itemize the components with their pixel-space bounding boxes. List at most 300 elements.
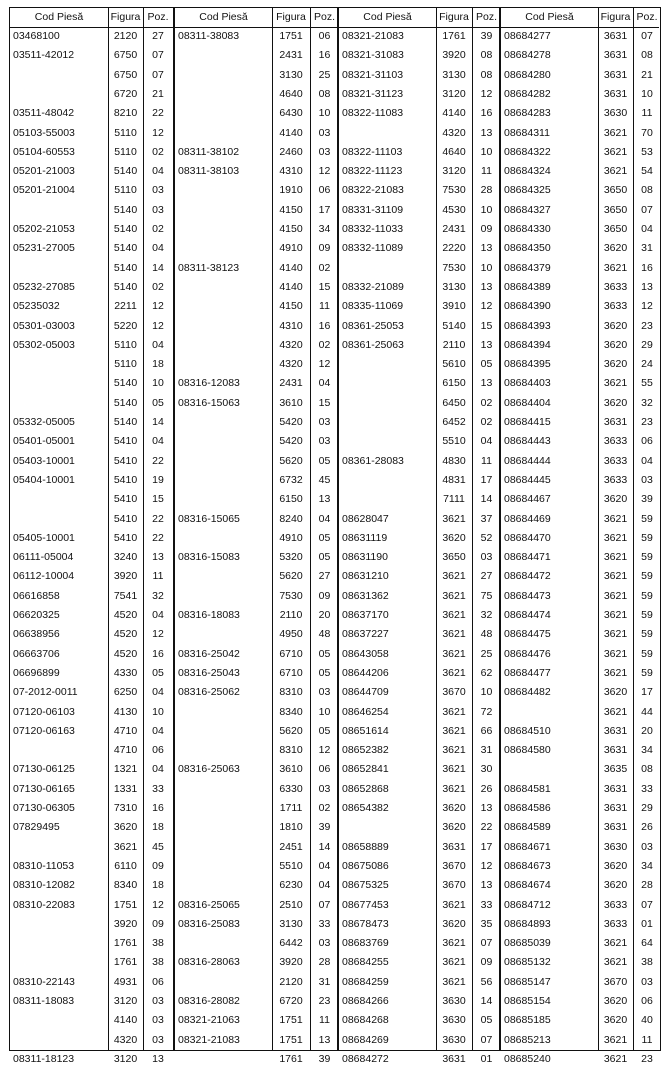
table-row <box>10 259 173 278</box>
figure-number: 3610 <box>279 763 303 776</box>
table-body <box>10 27 173 1065</box>
figure-number: 5140 <box>113 377 138 390</box>
table-row <box>175 703 337 722</box>
figure-number: 1761 <box>279 1052 303 1065</box>
table-row <box>501 336 659 355</box>
table-row <box>339 1031 499 1050</box>
header-position-number: Poz. <box>147 11 169 23</box>
figure-number: 2120 <box>113 30 138 42</box>
figure-number: 2431 <box>279 377 303 390</box>
position-number: 27 <box>480 570 493 583</box>
position-number: 23 <box>641 416 653 428</box>
position-number: 29 <box>641 802 653 814</box>
position-number: 28 <box>480 184 493 197</box>
part-code <box>339 355 436 374</box>
table-row <box>339 780 499 799</box>
table-row <box>175 799 337 818</box>
part-code: 08684325 <box>504 184 551 197</box>
table-row <box>339 722 499 741</box>
position-number: 03 <box>318 435 331 448</box>
position-number: 08 <box>480 49 493 62</box>
part-code <box>175 838 272 857</box>
table-row <box>339 27 499 46</box>
part-code: 08684671 <box>504 840 551 853</box>
part-code: 08651614 <box>342 724 389 737</box>
table-row <box>339 741 499 760</box>
part-code: 08684415 <box>504 416 551 428</box>
part-code: 08684476 <box>504 647 551 660</box>
part-code: 08684389 <box>504 280 551 293</box>
table-row <box>10 664 173 683</box>
part-code <box>175 66 272 85</box>
position-number: 12 <box>480 300 493 313</box>
table-row <box>175 664 337 683</box>
position-number: 53 <box>641 145 653 158</box>
position-number: 22 <box>152 107 164 120</box>
position-number: 09 <box>318 589 331 602</box>
position-number: 04 <box>152 165 164 178</box>
table-row <box>175 567 337 586</box>
position-number: 03 <box>318 937 331 950</box>
position-number: 07 <box>480 1033 493 1046</box>
part-code: 08331-31109 <box>342 203 404 216</box>
position-number: 45 <box>318 473 331 486</box>
position-number: 15 <box>480 319 493 332</box>
table-row <box>175 722 337 741</box>
part-code: 08643058 <box>342 647 389 660</box>
header-part-code: Cod Piesă <box>34 11 84 23</box>
table-row <box>10 317 173 336</box>
table-row <box>501 471 659 490</box>
position-number: 17 <box>318 203 331 216</box>
figure-number: 3621 <box>603 551 628 564</box>
table-row <box>10 239 173 258</box>
part-code: 06620325 <box>13 609 60 621</box>
part-code: 08684277 <box>504 30 551 42</box>
position-number: 10 <box>318 705 331 718</box>
table-row <box>175 876 337 895</box>
figure-number: 7530 <box>442 261 466 274</box>
part-code: 05202-21053 <box>13 223 75 235</box>
position-number: 12 <box>480 859 493 872</box>
position-number: 48 <box>480 628 493 641</box>
part-code: 08684482 <box>504 686 551 699</box>
figure-number: 3670 <box>442 859 466 872</box>
table-row <box>175 355 337 374</box>
part-code <box>339 413 436 432</box>
position-number: 54 <box>641 165 653 178</box>
part-code: 08652382 <box>342 744 389 757</box>
position-number: 07 <box>641 898 653 911</box>
part-code: 08684586 <box>504 802 551 814</box>
figure-number: 3620 <box>603 242 628 255</box>
part-code <box>10 953 108 972</box>
figure-number: 3631 <box>603 821 628 834</box>
part-code: 08684444 <box>504 454 551 467</box>
part-code <box>10 1011 108 1030</box>
part-code <box>175 220 272 239</box>
position-number: 13 <box>480 280 493 293</box>
position-number: 34 <box>641 859 653 872</box>
position-number: 31 <box>641 242 653 255</box>
table-row <box>10 124 173 143</box>
position-number: 23 <box>641 1052 653 1065</box>
header-figure-number: Figura <box>600 11 631 23</box>
figure-number: 6720 <box>113 87 138 100</box>
position-number: 59 <box>641 531 653 544</box>
table-row <box>10 510 173 529</box>
position-number: 18 <box>152 358 164 371</box>
figure-number: 5410 <box>113 454 138 467</box>
figure-number: 3610 <box>279 396 303 409</box>
figure-number: 3620 <box>442 531 466 544</box>
part-code: 08684330 <box>504 223 551 235</box>
part-code: 08316-15065 <box>178 512 240 525</box>
part-code <box>10 1031 108 1050</box>
part-code: 07-2012-0011 <box>13 686 78 699</box>
position-number: 03 <box>152 1014 164 1027</box>
position-number: 23 <box>641 319 653 332</box>
position-number: 03 <box>152 203 164 216</box>
part-code <box>175 567 272 586</box>
header-part-code: Cod Piesă <box>525 11 574 23</box>
part-code: 08684322 <box>504 145 551 158</box>
position-number: 72 <box>480 705 493 718</box>
part-code: 08322-11083 <box>342 107 404 120</box>
position-number: 09 <box>480 223 493 235</box>
table-row <box>10 529 173 548</box>
table-row <box>175 27 337 46</box>
part-code: 06663706 <box>13 647 60 660</box>
table-row <box>339 645 499 664</box>
figure-number: 6442 <box>279 937 303 950</box>
part-code: 08684581 <box>504 782 551 795</box>
part-code <box>175 471 272 490</box>
table-row <box>10 374 173 393</box>
table-row <box>10 297 173 316</box>
table-row <box>501 973 659 992</box>
position-number: 59 <box>641 570 653 583</box>
part-code: 05401-05001 <box>13 435 75 448</box>
part-code: 08311-38102 <box>178 145 240 158</box>
table-row <box>339 606 499 625</box>
table-body <box>339 27 499 1065</box>
part-code <box>10 838 108 857</box>
position-number: 03 <box>318 126 331 139</box>
figure-number: 5410 <box>113 512 138 525</box>
figure-number: 2431 <box>279 49 303 62</box>
figure-number: 3670 <box>603 975 628 988</box>
figure-number: 1331 <box>113 782 138 795</box>
figure-number: 3621 <box>603 1052 628 1065</box>
table-row <box>501 413 659 432</box>
part-code <box>175 104 272 123</box>
part-code: 08683769 <box>342 937 389 950</box>
figure-number: 4140 <box>279 126 303 139</box>
position-number: 15 <box>318 280 331 293</box>
figure-number: 6150 <box>442 377 466 390</box>
table-row <box>501 780 659 799</box>
table-row <box>501 683 659 702</box>
table-row <box>10 452 173 471</box>
figure-number: 1761 <box>113 956 138 969</box>
part-code: 08684394 <box>504 338 551 351</box>
figure-number: 3621 <box>603 1033 628 1046</box>
position-number: 59 <box>641 628 653 641</box>
part-code: 05302-05003 <box>13 338 75 351</box>
table-row <box>339 587 499 606</box>
figure-number: 3650 <box>603 223 628 235</box>
figure-number: 4950 <box>279 628 303 641</box>
figure-number: 3620 <box>442 802 466 814</box>
figure-number: 3120 <box>442 165 466 178</box>
figure-number: 5110 <box>114 358 137 371</box>
part-code: 08652868 <box>342 782 389 795</box>
table-row <box>501 992 659 1011</box>
figure-number: 6710 <box>279 666 303 679</box>
table-row <box>175 432 337 451</box>
part-code <box>175 703 272 722</box>
figure-number: 1751 <box>279 1014 303 1027</box>
position-number: 33 <box>480 898 493 911</box>
figure-number: 6450 <box>442 396 466 409</box>
table-row <box>501 857 659 876</box>
table-row <box>10 143 173 162</box>
part-code <box>339 259 436 278</box>
position-number: 05 <box>318 666 331 679</box>
figure-number: 3630 <box>603 107 628 120</box>
part-code: 05201-21004 <box>13 184 75 197</box>
position-number: 12 <box>152 300 164 313</box>
table-row <box>175 452 337 471</box>
position-number: 04 <box>318 879 331 892</box>
position-number: 38 <box>152 937 164 950</box>
table-row <box>175 239 337 258</box>
part-code: 07829495 <box>13 821 60 834</box>
figure-number: 4320 <box>279 338 303 351</box>
figure-number: 3920 <box>113 570 138 583</box>
table-row <box>501 703 659 722</box>
figure-number: 7541 <box>113 589 138 602</box>
header-figure-number: Figura <box>439 11 469 23</box>
part-code: 08628047 <box>342 512 389 525</box>
position-number: 04 <box>318 512 331 525</box>
table-row <box>175 124 337 143</box>
figure-number: 3120 <box>113 995 138 1007</box>
part-code <box>10 394 108 413</box>
figure-number: 4931 <box>113 975 138 988</box>
position-number: 07 <box>641 30 653 42</box>
figure-number: 1321 <box>113 763 138 776</box>
part-code: 08684589 <box>504 821 551 834</box>
figure-number: 3621 <box>442 956 466 969</box>
part-code: 08685185 <box>504 1014 551 1027</box>
part-code: 08311-38123 <box>178 261 240 274</box>
part-code <box>175 587 272 606</box>
figure-number: 3650 <box>603 203 628 216</box>
position-number: 10 <box>152 705 164 718</box>
figure-number: 3910 <box>442 300 466 313</box>
table-row <box>175 587 337 606</box>
table-row <box>10 1031 173 1050</box>
figure-number: 3621 <box>442 570 466 583</box>
position-number: 16 <box>480 107 493 120</box>
part-code <box>175 201 272 220</box>
table-row <box>175 953 337 972</box>
table-row <box>175 818 337 837</box>
figure-number: 3631 <box>603 802 628 814</box>
figure-number: 3631 <box>603 30 628 42</box>
position-number: 05 <box>480 1014 493 1027</box>
position-number: 31 <box>318 975 331 988</box>
part-code <box>175 529 272 548</box>
part-code: 06111-05004 <box>13 551 74 564</box>
table-row <box>339 394 499 413</box>
header-figure-number: Figura <box>276 11 306 23</box>
table-row <box>501 355 659 374</box>
position-number: 17 <box>641 686 653 699</box>
part-code: 08644709 <box>342 686 389 699</box>
part-code <box>175 876 272 895</box>
position-number: 11 <box>641 107 653 120</box>
position-number: 04 <box>152 763 164 776</box>
position-number: 10 <box>318 107 331 120</box>
position-number: 38 <box>152 956 164 969</box>
figure-number: 3621 <box>603 531 628 544</box>
table-row <box>10 625 173 644</box>
position-number: 02 <box>318 802 331 814</box>
part-code: 08321-21083 <box>342 30 404 42</box>
figure-number: 3631 <box>603 87 628 100</box>
figure-number: 4710 <box>113 744 138 757</box>
part-code: 08310-11053 <box>13 859 75 872</box>
figure-number: 4150 <box>279 300 303 313</box>
table-body <box>501 27 659 1065</box>
figure-number: 3630 <box>442 1033 466 1046</box>
table-row <box>501 529 659 548</box>
part-code: 08684324 <box>504 165 551 178</box>
position-number: 12 <box>480 87 493 100</box>
figure-number: 4320 <box>113 1033 138 1046</box>
figure-number: 3620 <box>603 358 628 371</box>
table-row <box>10 760 173 779</box>
position-number: 11 <box>641 1033 653 1046</box>
figure-number: 1910 <box>279 184 303 197</box>
position-number: 24 <box>641 358 653 371</box>
position-number: 20 <box>641 724 653 737</box>
table-row <box>175 741 337 760</box>
position-number: 31 <box>480 744 493 757</box>
figure-number: 3130 <box>279 917 303 930</box>
table-row <box>175 104 337 123</box>
position-number: 25 <box>480 647 493 660</box>
figure-number: 5610 <box>442 358 466 371</box>
position-number: 59 <box>641 609 653 621</box>
table-row <box>10 394 173 413</box>
part-code <box>10 85 108 104</box>
part-code <box>10 66 108 85</box>
part-code: 08684311 <box>504 126 550 139</box>
position-number: 03 <box>152 1033 164 1046</box>
table-row <box>175 201 337 220</box>
part-code: 08310-12082 <box>13 879 75 892</box>
position-number: 06 <box>318 30 331 42</box>
part-code: 08311-18123 <box>13 1052 75 1065</box>
position-number: 30 <box>480 763 493 776</box>
position-number: 13 <box>480 242 493 255</box>
figure-number: 3631 <box>603 68 628 81</box>
position-number: 16 <box>318 49 331 62</box>
header-figure-number: Figura <box>110 11 141 23</box>
table-row <box>175 66 337 85</box>
figure-number: 6250 <box>113 686 138 699</box>
position-number: 04 <box>318 377 331 390</box>
figure-number: 4310 <box>279 319 303 332</box>
header-part-code: Cod Piesă <box>199 11 248 23</box>
part-code <box>10 741 108 760</box>
table-row <box>339 259 499 278</box>
position-number: 10 <box>152 377 164 390</box>
part-code: 08684443 <box>504 435 551 448</box>
part-code: 08652841 <box>342 763 389 776</box>
table-row <box>175 143 337 162</box>
position-number: 56 <box>480 975 493 988</box>
position-number: 06 <box>641 995 653 1007</box>
table-row <box>175 529 337 548</box>
table-row <box>339 760 499 779</box>
figure-number: 3633 <box>603 898 628 911</box>
position-number: 13 <box>318 493 331 506</box>
position-number: 33 <box>152 782 164 795</box>
part-code: 03468100 <box>13 30 60 42</box>
figure-number: 2120 <box>279 975 303 988</box>
part-code: 08684473 <box>504 589 551 602</box>
table-row <box>339 355 499 374</box>
position-number: 13 <box>480 377 493 390</box>
table-row <box>339 567 499 586</box>
figure-number: 5140 <box>113 280 138 293</box>
figure-number: 3130 <box>442 280 466 293</box>
table-row <box>10 278 173 297</box>
table-row <box>175 490 337 509</box>
position-number: 02 <box>152 223 164 235</box>
part-code: 08316-15063 <box>178 396 240 409</box>
position-number: 23 <box>318 995 331 1007</box>
table-row <box>501 510 659 529</box>
part-code <box>175 490 272 509</box>
position-number: 33 <box>318 917 331 930</box>
table-row <box>501 124 659 143</box>
table-row <box>339 46 499 65</box>
table-row <box>501 162 659 181</box>
part-code: 03511-48042 <box>13 107 75 120</box>
figure-number: 4130 <box>113 705 138 718</box>
table-row <box>501 181 659 200</box>
table-row <box>10 953 173 972</box>
figure-number: 3621 <box>603 628 628 641</box>
table-row <box>10 683 173 702</box>
table-row <box>175 471 337 490</box>
position-number: 39 <box>318 821 331 834</box>
figure-number: 4140 <box>279 280 303 293</box>
position-number: 12 <box>152 319 164 332</box>
position-number: 64 <box>641 937 653 950</box>
part-code: 07130-06305 <box>13 802 75 814</box>
table-row <box>501 818 659 837</box>
figure-number: 3650 <box>442 551 466 564</box>
table-row <box>339 239 499 258</box>
position-number: 22 <box>480 821 493 834</box>
